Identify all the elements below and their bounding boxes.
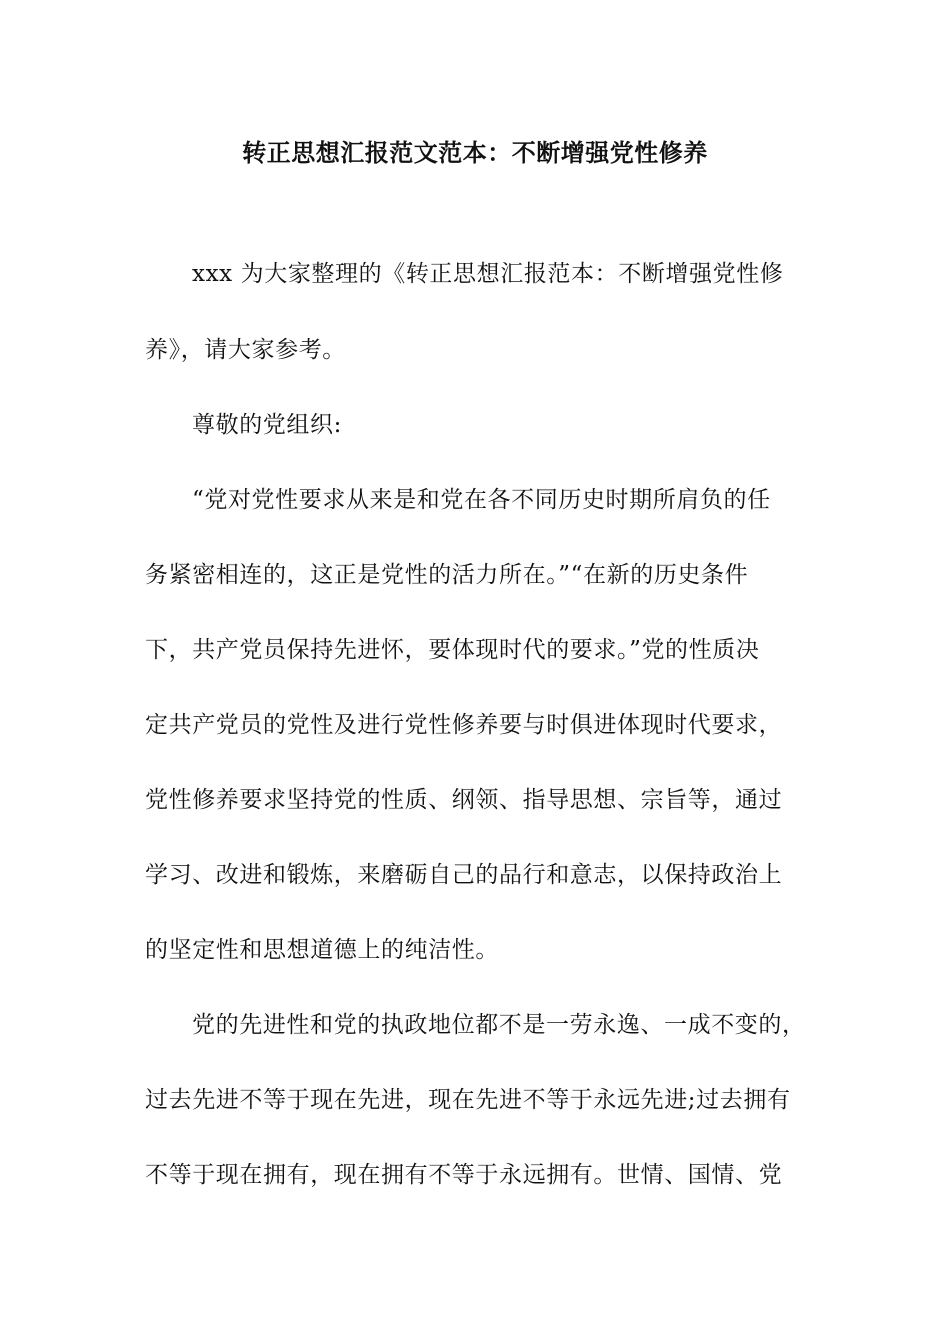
paragraph-line: “党对党性要求从来是和党在各不同历史时期所肩负的任 — [192, 487, 771, 513]
paragraph-line: 的坚定性和思想道德上的纯洁性。 — [145, 937, 499, 963]
paragraph-line: 党性修养要求坚持党的性质、纲领、指导思想、宗旨等，通过 — [145, 787, 783, 813]
paragraph-line: 不等于现在拥有，现在拥有不等于永远拥有。世情、国情、党 — [145, 1162, 783, 1188]
paragraph-line: 务紧密相连的，这正是党性的活力所在。”“在新的历史条件 — [145, 562, 749, 588]
paragraph-line: xxx 为大家整理的《转正思想汇报范本：不断增强党性修 — [192, 261, 784, 287]
salutation: 尊敬的党组织: — [192, 412, 342, 438]
paragraph-line: 养》，请大家参考。 — [145, 337, 346, 363]
paragraph-line: 定共产党员的党性及进行党性修养要与时俱进体现时代要求， — [145, 712, 783, 738]
paragraph-line: 学习、改进和锻炼，来磨砺自己的品行和意志，以保持政治上 — [145, 862, 783, 888]
paragraph-line: 下，共产党员保持先进怀，要体现时代的要求。”党的性质决 — [145, 637, 760, 663]
paragraph-line: 过去先进不等于现在先进，现在先进不等于永远先进;过去拥有 — [145, 1087, 791, 1113]
document-title: 转正思想汇报范文范本：不断增强党性修养 — [242, 139, 708, 167]
paragraph-line: 党的先进性和党的执政地位都不是一劳永逸、一成不变的， — [192, 1012, 806, 1038]
